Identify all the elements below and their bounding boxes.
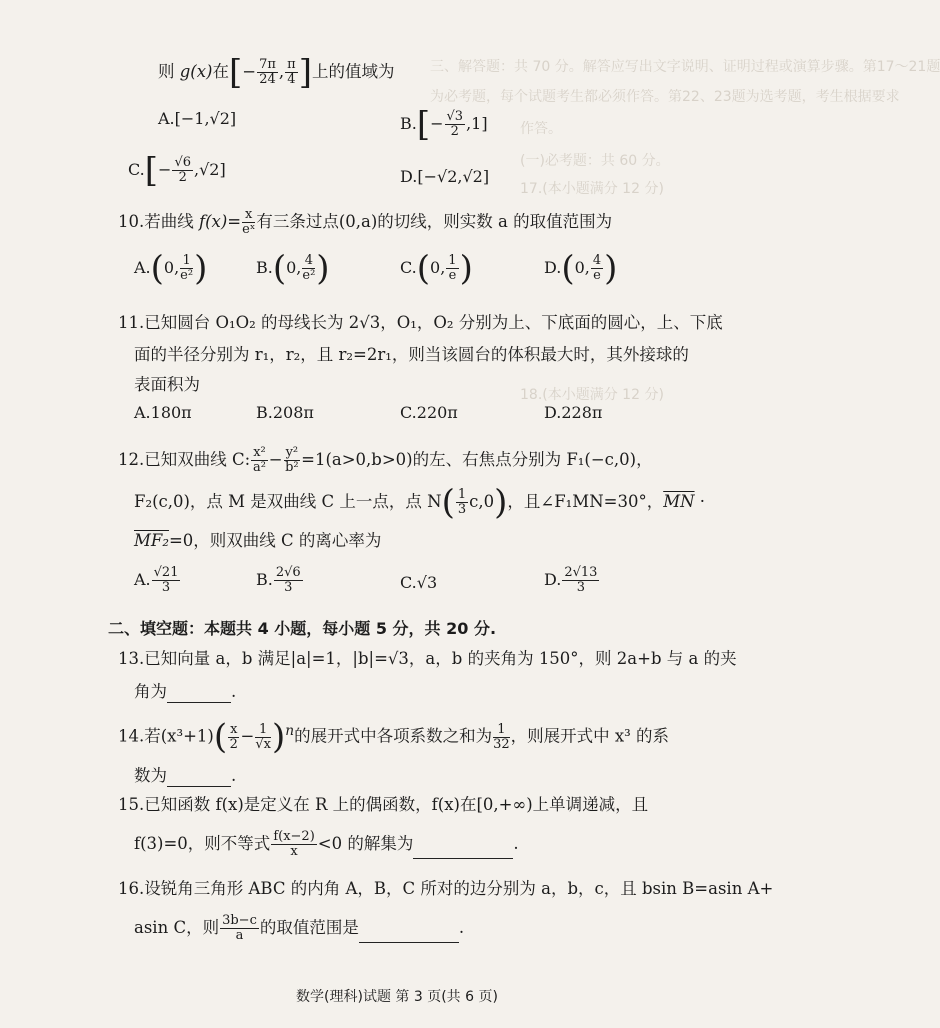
q11-option-b[interactable]: B.208π (256, 403, 314, 422)
q11-stem-line1: 11.已知圆台 O₁O₂ 的母线长为 2√3，O₁，O₂ 分别为上、下底面的圆心，上、下底 (118, 313, 723, 332)
q10-option-b[interactable]: B.(0, $\frac{4}{\text{e²}}$ ) (256, 248, 330, 289)
q10-stem: 10.若曲线 f(x)= $\frac{x}{\text{eˣ}}$ 有三条过点(0,a)的切线，则实数 a 的取值范围为 (118, 207, 613, 237)
page-footer: 数学(理科)试题 第 3 页(共 6 页) (296, 989, 498, 1005)
q15-stem-line1: 15.已知函数 f(x)是定义在 R 上的偶函数，f(x)在[0,+∞)上单调递减，且 (118, 795, 649, 814)
q11-option-c[interactable]: C.220π (400, 403, 458, 422)
q11-stem-line3: 表面积为 (134, 375, 200, 394)
q15-answer-blank[interactable] (413, 836, 513, 859)
q10-option-a[interactable]: A.(0, $\frac{1}{\text{e²}}$ ) (134, 248, 208, 289)
q9-option-a[interactable]: A.[−1,√2] (158, 109, 237, 128)
q16-stem-line1: 16.设锐角三角形 ABC 的内角 A，B，C 所对的边分别为 a，b，c，且 bsin B=asin A+ (118, 879, 774, 898)
q11-option-a[interactable]: A.180π (134, 403, 192, 422)
q15-stem-line2: f(3)=0，则不等式 $\frac{f(x-2)}{x}$ <0 的解集为 . (134, 829, 519, 859)
q14-stem-line2: 数为 . (134, 766, 237, 785)
bleed-through-text: 为必考题，每个试题考生都必须作答。第22、23题为选考题，考生根据要求 (430, 89, 900, 105)
q10-option-d[interactable]: D.(0, $\frac{4}{e}$ ) (544, 248, 618, 289)
q12-option-d[interactable]: D. $\frac{2√13}{3}$ (544, 565, 598, 595)
q12-option-a[interactable]: A. $\frac{√21}{3}$ (134, 565, 179, 595)
q12-stem-line3: MF₂=0，则双曲线 C 的离心率为 (134, 531, 382, 550)
q13-answer-blank[interactable] (167, 680, 231, 703)
q13-stem-line1: 13.已知向量 a，b 满足|a|=1，|b|=√3，a，b 的夹角为 150°，则 2a+b 与 a 的夹 (118, 649, 737, 668)
bleed-through-text: 作答。 (520, 121, 562, 137)
q14-stem-line1: 14.若(x³+1)( $\frac{x}{2}$ − $\frac{1}{√x}$ )$^n$的展开式中各项系数之和为 $\frac{1}{32}$ ，则展开式中 x³ 的系 (118, 717, 670, 757)
q9-intro: 则 g(x)在[− $\frac{7\pi}{24}$ , $\frac{\pi}{4}$ ]上的值域为 (158, 52, 395, 93)
q11-option-d[interactable]: D.228π (544, 403, 603, 422)
q10-option-c[interactable]: C.(0, $\frac{1}{e}$ ) (400, 248, 473, 289)
q9-option-d[interactable]: D.[−√2,√2] (400, 167, 490, 186)
q12-stem-line2: F₂(c,0)，点 M 是双曲线 C 上一点，点 N( $\frac{1}{3}$ c,0)，且∠F₁MN=30°，$\overline{MN}$ · (134, 482, 706, 523)
bleed-through-text: (一)必考题：共 60 分。 (520, 153, 670, 169)
bleed-through-text: 18.(本小题满分 12 分) (520, 387, 664, 403)
q9-option-c[interactable]: C.[− $\frac{√6}{2}$ ,√2] (128, 150, 226, 191)
q11-stem-line2: 面的半径分别为 r₁，r₂，且 r₂=2r₁，则当该圆台的体积最大时，其外接球的 (134, 345, 689, 364)
q12-option-b[interactable]: B. $\frac{2√6}{3}$ (256, 565, 301, 595)
q14-answer-blank[interactable] (167, 764, 231, 787)
q9-option-b[interactable]: B.[− $\frac{√3}{2}$ ,1] (400, 104, 488, 145)
section-heading-fill-in: 二、填空题：本题共 4 小题，每小题 5 分，共 20 分. (108, 619, 497, 638)
q13-stem-line2: 角为 . (134, 682, 237, 701)
q12-stem-line1: 12.已知双曲线 C: $\frac{\text{x²}}{\text{a²}}$ − $\frac{\text{y²}}{\text{b²}}$ =1(a>0,b>0)的左、右焦点分别为 F₁(−c,0)， (118, 445, 653, 475)
bleed-through-text: 17.(本小题满分 12 分) (520, 181, 664, 197)
q12-option-c[interactable]: C.√3 (400, 573, 438, 592)
bleed-through-text: 三、解答题：共 70 分。解答应写出文字说明、证明过程或演算步骤。第17～21题 (430, 59, 940, 75)
q16-stem-line2: asin C，则 $\frac{3b-c}{a}$ 的取值范围是 . (134, 913, 465, 943)
q16-answer-blank[interactable] (359, 920, 459, 943)
